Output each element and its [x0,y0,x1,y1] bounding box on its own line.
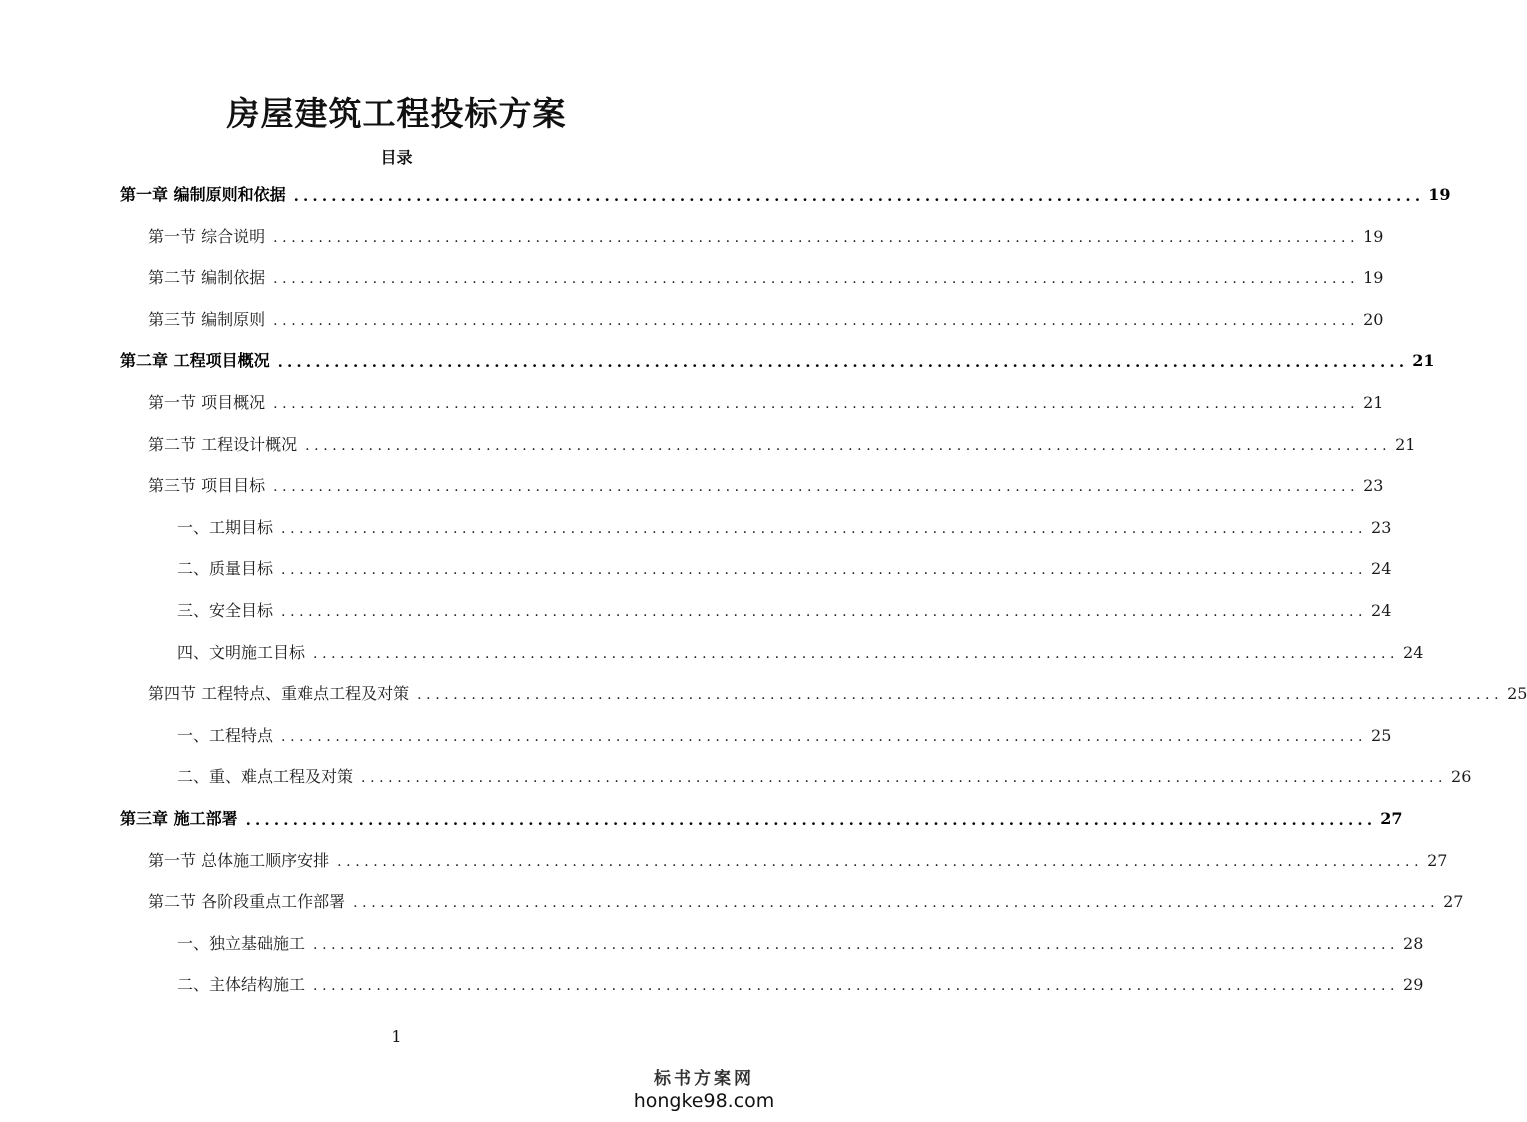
toc-entry-page-number: 24 [1371,559,1392,578]
toc-entry-page-number: 19 [1428,185,1451,204]
toc-entry-page-number: 24 [1371,601,1392,620]
toc-entry[interactable] [148,682,1527,706]
toc-dot-leader: ........................................................................................................................ [273,313,1360,329]
toc-entry-page-number: 21 [1412,351,1435,370]
toc-entry-label: 第一节 总体施工顺序安排 [148,851,330,870]
toc-dot-leader: ........................................................................................................................ [313,646,1400,662]
toc-entry-label: 第三节 编制原则 [148,310,266,329]
toc-dot-leader: ........................................................................................................................ [337,854,1424,870]
document-title: 房屋建筑工程投标方案 [226,94,567,133]
toc-entry[interactable] [148,849,1448,873]
toc-dot-leader: ........................................................................................................................ [245,811,1377,829]
toc-entry-label: 一、工期目标 [177,518,274,537]
toc-entry-page-number: 20 [1363,310,1384,329]
toc-dot-leader: ........................................................................................................................ [305,438,1392,454]
toc-entry[interactable] [148,308,1384,332]
toc-entry-label: 第二节 编制依据 [148,268,266,287]
toc-entry-page-number: 23 [1363,476,1384,495]
toc-entry-page-number: 19 [1363,227,1384,246]
toc-entry[interactable] [177,641,1424,665]
watermark-url: hongke98.com [633,1090,775,1112]
toc-entry-label: 第二章 工程项目概况 [120,351,270,370]
toc-dot-leader: ........................................................................................................................ [273,230,1360,246]
toc-entry-page-number: 28 [1403,934,1424,953]
toc-entry-label: 二、重、难点工程及对策 [177,767,354,786]
toc-entry[interactable] [148,391,1384,415]
toc-entry[interactable] [177,724,1392,748]
toc-entry-page-number: 25 [1371,726,1392,745]
toc-dot-leader: ........................................................................................................................ [281,562,1368,578]
toc-entry[interactable] [120,183,1451,207]
toc-dot-leader: ........................................................................................................................ [361,770,1448,786]
watermark-logo [629,1068,779,1112]
toc-dot-leader: ........................................................................................................................ [273,271,1360,287]
toc-entry-label: 第一节 综合说明 [148,227,266,246]
toc-entry-label: 第二节 各阶段重点工作部署 [148,892,346,911]
toc-entry[interactable] [177,973,1424,997]
toc-dot-leader: ........................................................................................................................ [273,479,1360,495]
toc-entry[interactable] [120,349,1435,373]
toc-entry-page-number: 27 [1380,809,1403,828]
watermark-site-name: 标书方案网 [654,1069,754,1089]
toc-dot-leader: ........................................................................................................................ [353,895,1440,911]
toc-entry-label: 三、安全目标 [177,601,274,620]
toc-entry-label: 一、独立基础施工 [177,934,306,953]
toc-entry-page-number: 25 [1507,684,1527,703]
toc-dot-leader: ........................................................................................................................ [281,604,1368,620]
toc-entry[interactable] [177,932,1424,956]
toc-dot-leader: ........................................................................................................................ [313,937,1400,953]
toc-dot-leader: ........................................................................................................................ [277,353,1409,371]
toc-entry-page-number: 19 [1363,268,1384,287]
toc-entry-page-number: 27 [1427,851,1448,870]
toc-entry-page-number: 24 [1403,643,1424,662]
toc-dot-leader: ........................................................................................................................ [281,729,1368,745]
toc-entry[interactable] [148,266,1384,290]
toc-dot-leader: ........................................................................................................................ [273,396,1360,412]
toc-entry-label: 第三章 施工部署 [120,809,238,828]
toc-entry-page-number: 21 [1363,393,1384,412]
toc-entry-label: 第二节 工程设计概况 [148,435,298,454]
toc-entry-label: 一、工程特点 [177,726,274,745]
toc-entry[interactable] [177,557,1392,581]
toc-entry-page-number: 27 [1443,892,1464,911]
toc-entry-page-number: 21 [1395,435,1416,454]
toc-dot-leader: ........................................................................................................................ [313,978,1400,994]
toc-entry-label: 第三节 项目目标 [148,476,266,495]
toc-entry-label: 二、主体结构施工 [177,975,306,994]
page-number: 1 [391,1027,402,1046]
toc-dot-leader: ........................................................................................................................ [293,187,1425,205]
toc-dot-leader: ........................................................................................................................ [417,687,1504,703]
toc-entry[interactable] [177,516,1392,540]
toc-entry-label: 第一节 项目概况 [148,393,266,412]
toc-entry[interactable] [177,765,1472,789]
toc-entry-page-number: 29 [1403,975,1424,994]
toc-entry[interactable] [120,807,1403,831]
toc-entry-label: 四、文明施工目标 [177,643,306,662]
toc-entry[interactable] [148,225,1384,249]
toc-entry-label: 第四节 工程特点、重难点工程及对策 [148,684,410,703]
toc-entry[interactable] [148,433,1416,457]
toc-entry[interactable] [148,890,1464,914]
toc-entry-page-number: 26 [1451,767,1472,786]
toc-dot-leader: ........................................................................................................................ [281,521,1368,537]
toc-entry[interactable] [177,599,1392,623]
toc-heading: 目录 [380,148,413,167]
toc-entry-label: 二、质量目标 [177,559,274,578]
toc-entry[interactable] [148,474,1384,498]
toc-entry-label: 第一章 编制原则和依据 [120,185,286,204]
toc-entry-page-number: 23 [1371,518,1392,537]
